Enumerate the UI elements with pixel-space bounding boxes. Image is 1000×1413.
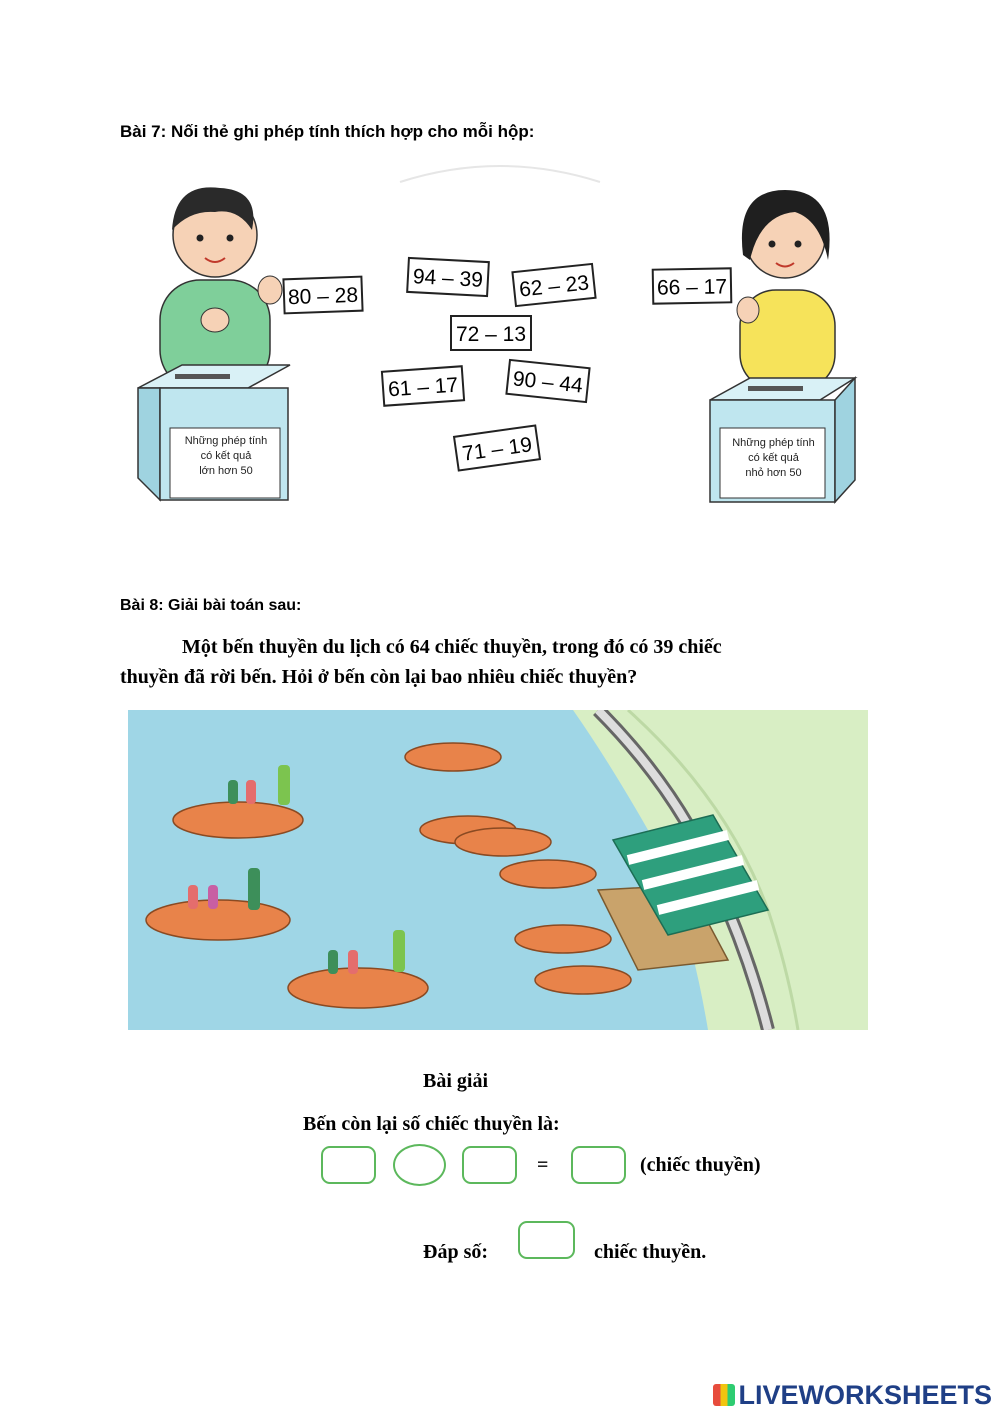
operand-2-input[interactable]: [462, 1146, 517, 1184]
answer-input[interactable]: [518, 1221, 575, 1259]
card-62-23[interactable]: 62 – 23: [511, 263, 596, 307]
solution-sentence: Bến còn lại số chiếc thuyền là:: [303, 1113, 560, 1135]
operand-1-input[interactable]: [321, 1146, 376, 1184]
liveworksheets-logo: LIVEWORKSHEETS: [713, 1380, 992, 1411]
right-box-label: Những phép tính có kết quả nhỏ hơn 50: [732, 437, 815, 479]
card-61-17[interactable]: 61 – 17: [381, 365, 465, 407]
card-94-39[interactable]: 94 – 39: [406, 257, 490, 297]
girl-card: 66 – 17: [652, 267, 733, 304]
unit-label: (chiếc thuyền): [640, 1154, 761, 1176]
answer-label: Đáp số:: [423, 1241, 489, 1263]
operator-input[interactable]: [393, 1144, 446, 1186]
answer-unit: chiếc thuyền.: [594, 1241, 707, 1263]
solution-heading: Bài giải: [423, 1070, 489, 1092]
equals-sign: =: [537, 1154, 549, 1176]
boats-illustration: [128, 710, 868, 1030]
exercise-8-title: Bài 8: Giải bài toán sau:: [120, 597, 302, 614]
card-71-19[interactable]: 71 – 19: [453, 424, 541, 471]
left-box-label: Những phép tính có kết quả lớn hơn 50: [184, 435, 268, 477]
left-box: [138, 365, 290, 500]
girl-figure: [737, 190, 835, 390]
boy-card: 80 – 28: [282, 276, 363, 315]
logo-blocks-icon: [713, 1384, 735, 1406]
card-90-44[interactable]: 90 – 44: [505, 359, 590, 403]
boy-figure: [160, 187, 282, 390]
result-input[interactable]: [571, 1146, 626, 1184]
exercise-7-title: Bài 7: Nối thẻ ghi phép tính thích hợp cho mỗi hộp:: [120, 122, 535, 141]
problem-text: Một bến thuyền du lịch có 64 chiếc thuyền, trong đó có 39 chiếc thuyền đã rời bến. Hỏi ở bến còn lại bao nhiêu chiếc thuyền?: [120, 636, 722, 688]
card-72-13[interactable]: 72 – 13: [450, 315, 532, 351]
